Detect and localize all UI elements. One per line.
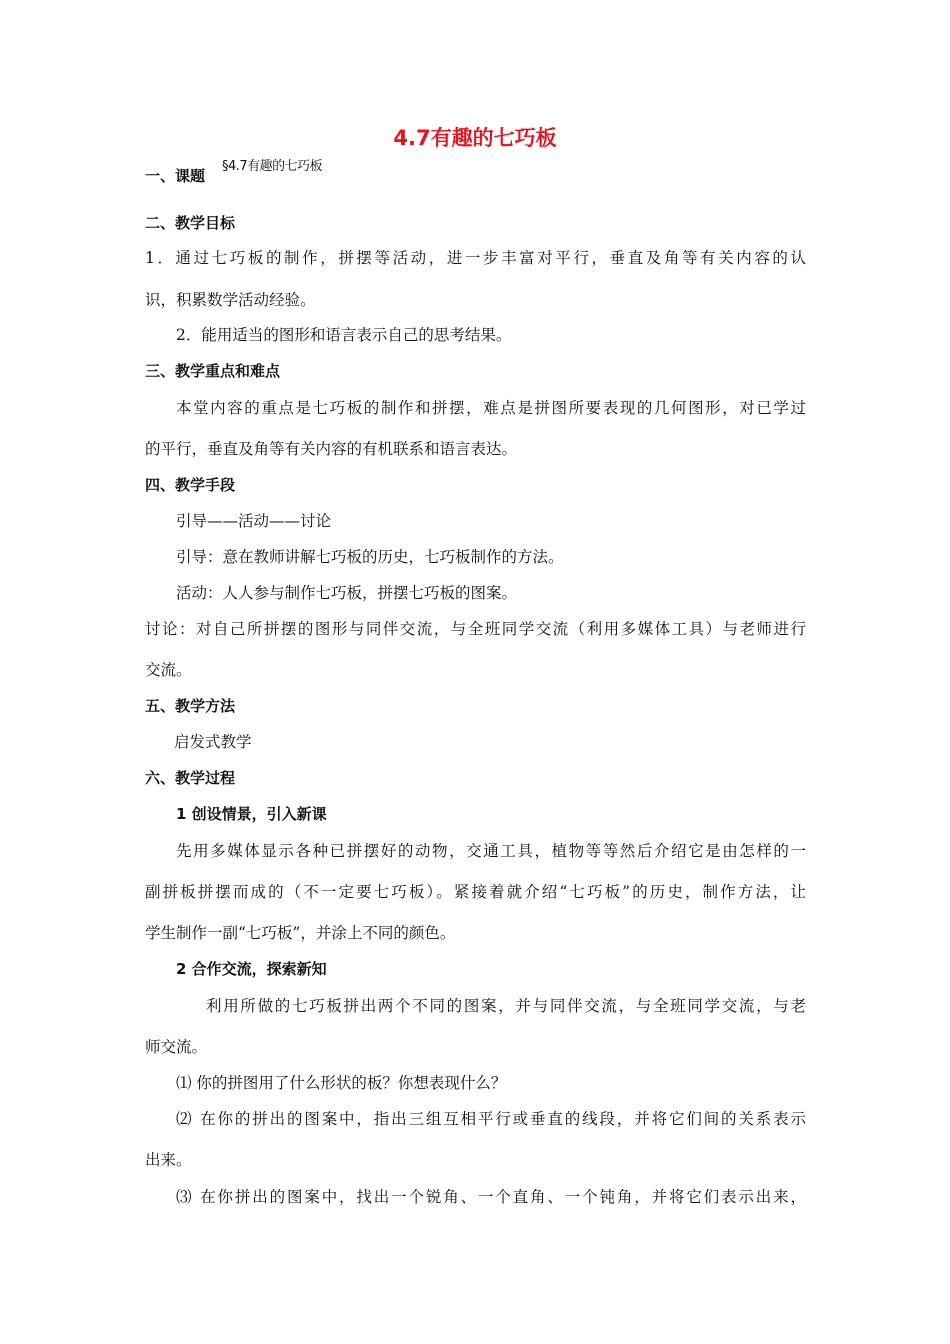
process-question-1: ⑴ 你的拼图用了什么形状的板？你想表现什么？	[176, 1074, 507, 1092]
section-method-heading: 五、教学方法	[145, 697, 236, 715]
section-process-heading: 六、教学过程	[145, 769, 236, 787]
process-p2-line-1: 利用所做的七巧板拼出两个不同的图案，并与同伴交流，与全班同学交流，与老	[206, 997, 806, 1015]
means-discussion-line-2: 交流。	[145, 661, 192, 679]
goals-item-1-line-2: 识，积累数学活动经验。	[145, 291, 316, 309]
process-question-2-line-1: ⑵ 在你的拼出的图案中，指出三组互相平行或垂直的线段，并将它们间的关系表示	[176, 1110, 806, 1128]
process-p1-line-3: 学生制作一副“七巧板”，并涂上不同的颜色。	[145, 924, 456, 942]
process-p2-line-2: 师交流。	[145, 1038, 208, 1056]
process-p1-line-2: 副拼板拼摆而成的（不一定要七巧板）。紧接着就介绍“七巧板”的历史，制作方法，让	[145, 883, 806, 901]
process-question-3: ⑶ 在你拼出的图案中，找出一个锐角、一个直角、一个钝角，并将它们表示出来，	[176, 1188, 806, 1206]
section-means-heading: 四、教学手段	[145, 476, 236, 494]
topic-value: §4.7有趣的七巧板	[222, 159, 323, 174]
key-points-line-2: 的平行，垂直及角等有关内容的有机联系和语言表达。	[145, 440, 518, 458]
key-points-line-1: 本堂内容的重点是七巧板的制作和拼摆，难点是拼图所要表现的几何图形，对已学过	[176, 399, 806, 417]
process-question-2-line-2: 出来。	[145, 1151, 192, 1169]
means-discussion-line-1: 讨论：对自己所拼摆的图形与同伴交流，与全班同学交流（利用多媒体工具）与老师进行	[145, 620, 806, 638]
goals-item-2: 2．能用适当的图形和语言表示自己的思考结果。	[176, 326, 512, 344]
goals-item-1-line-1: 1．通过七巧板的制作，拼摆等活动，进一步丰富对平行，垂直及角等有关内容的认	[145, 249, 806, 267]
section-goals-heading: 二、教学目标	[145, 214, 236, 232]
process-subheading-2: 2 合作交流，探索新知	[176, 960, 327, 978]
means-activity: 活动：人人参与制作七巧板，拼摆七巧板的图案。	[176, 584, 518, 602]
means-guide: 引导：意在教师讲解七巧板的历史，七巧板制作的方法。	[176, 548, 564, 566]
process-subheading-1: 1 创设情景，引入新课	[176, 805, 327, 823]
document-title: 4.7有趣的七巧板	[393, 126, 557, 150]
section-topic-heading: 一、课题	[145, 167, 206, 185]
means-line-1: 引导——活动——讨论	[176, 512, 332, 530]
process-p1-line-1: 先用多媒体显示各种已拼摆好的动物，交通工具，植物等等然后介绍它是由怎样的一	[176, 842, 806, 860]
section-key-points-heading: 三、教学重点和难点	[145, 362, 281, 380]
method-text: 启发式教学	[174, 733, 252, 751]
